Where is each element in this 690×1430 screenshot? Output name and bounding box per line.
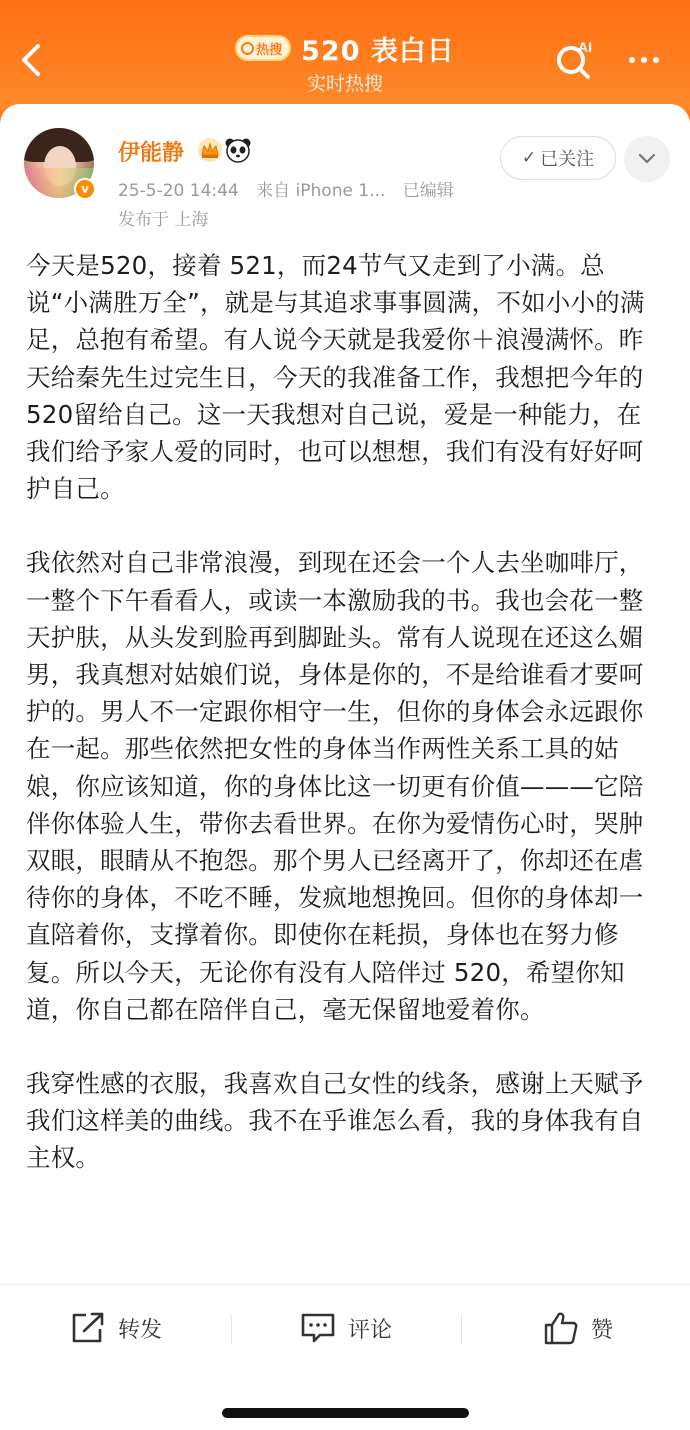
more-dot-icon [629, 57, 635, 63]
action-bar [0, 1300, 690, 1356]
like-button[interactable] [543, 1300, 613, 1356]
more-dot-icon [641, 57, 647, 63]
post-card [0, 104, 690, 1430]
repost-label: 转发 [118, 1317, 163, 1343]
post-paragraph: 我穿性感的衣服，我喜欢自己女性的线条，感谢上天赋予我们这样美的曲线。我不在乎谁怎么看，我的身体我有自主权。 [26, 1069, 644, 1173]
action-separator [461, 1314, 462, 1344]
comment-icon [300, 1311, 336, 1345]
crown-icon [197, 137, 223, 163]
more-button[interactable] [626, 50, 670, 70]
more-dot-icon [653, 57, 659, 63]
verified-badge-icon: v [74, 178, 96, 200]
page-title[interactable]: 520 表白日 [301, 35, 455, 67]
panda-icon [224, 136, 252, 164]
post-location: 发布于 上海 [118, 210, 209, 230]
repost-button[interactable] [70, 1300, 162, 1356]
post-body [26, 247, 666, 1214]
page-subtitle: 实时热搜 [306, 73, 383, 95]
author-name[interactable]: 伊能静 [118, 141, 185, 166]
hot-badge-label: 热搜 [256, 42, 283, 58]
top-bar [0, 0, 690, 110]
post-source: 来自 iPhone 1... [256, 181, 386, 201]
magnifier-icon [241, 42, 254, 55]
following-button[interactable] [500, 136, 616, 180]
post-paragraph: 我依然对自己非常浪漫，到现在还会一个人去坐咖啡厅，一整个下午看看人，或读一本激励我的书。我也会花一整天护肤，从头发到脸再到脚趾头。常有人说现在还这么媚男，我真想对姑娘们说，身体是你的，不是给谁看才要呵护的。男人不一定跟你相守一生，但你的身体会永远跟你在一起。那些依然把女性的身体当作两性关系工具的姑娘，你应该知道，你的身体比这一切更有价值———它陪伴你体验人生，带你去看世界。在你为爱情伤心时，哭肿双眼，眼睛从不抱怨。那个男人已经离开了，你却还在虐待你的身体，不吃不睡，发疯地想挽回。但你的身体却一直陪着你，支撑着你。即使你在耗损，身体也在努力修复。所以今天，无论你有没有人陪伴过 520，希望你知道，你自己都在陪伴自己，毫无保留地爱着你。 [26, 548, 644, 1024]
comment-button[interactable] [300, 1300, 392, 1356]
action-separator [231, 1314, 232, 1344]
like-label: 赞 [591, 1317, 614, 1343]
hot-search-badge [235, 35, 291, 61]
following-label: 已关注 [540, 149, 595, 170]
post-meta [118, 176, 466, 201]
post-timestamp: 25-5-20 14:44 [118, 181, 239, 201]
ai-search-icon [552, 36, 598, 82]
share-icon [70, 1311, 106, 1345]
edited-label[interactable]: 已编辑 [402, 181, 454, 201]
expand-menu-button[interactable] [624, 136, 670, 182]
check-icon: ✓ [521, 148, 537, 168]
home-indicator[interactable] [222, 1408, 469, 1418]
action-bar-divider [0, 1284, 690, 1285]
chevron-down-icon [637, 153, 657, 165]
ai-label: AI [578, 39, 592, 55]
comment-label: 评论 [348, 1317, 393, 1343]
post-paragraph: 今天是520，接着 521，而24节气又走到了小满。总说“小满胜万全”，就是与其追求事事圆满，不如小小的满足，总抱有希望。有人说今天就是我爱你＋浪漫满怀。昨天给秦先生过完生日，今天的我准备工作，我想把今年的520留给自己。这一天我想对自己说，爱是一种能力，在我们给予家人爱的同时，也可以想想，我们有没有好好呵护自己。 [26, 251, 645, 504]
thumbs-up-icon [543, 1310, 579, 1346]
ai-search-button[interactable] [552, 36, 598, 82]
